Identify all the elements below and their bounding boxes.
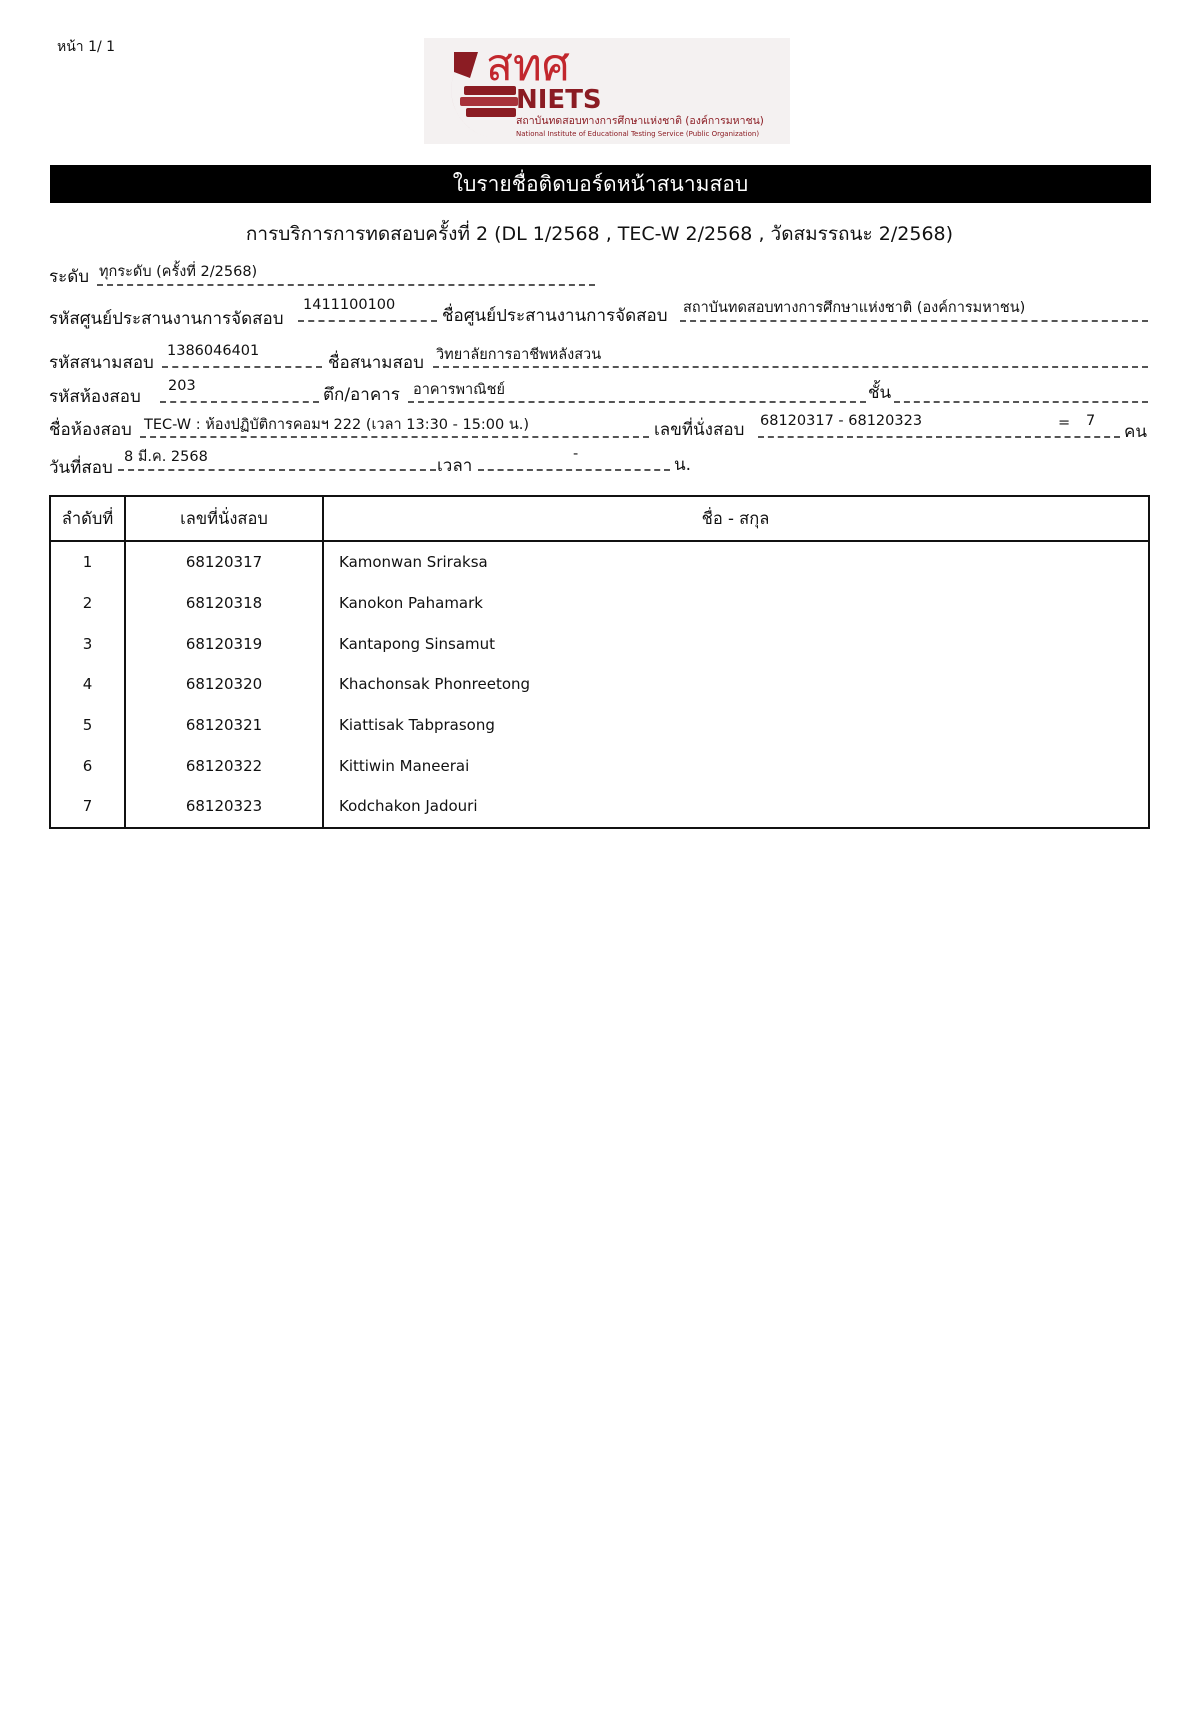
building-label: ตึก/อาคาร [323,385,400,405]
row-name: Kiattisak Tabprasong [323,705,1149,746]
floor-underline [894,401,1148,403]
candidate-table [49,495,1150,829]
time-underline [478,469,670,471]
niets-logo [424,38,790,144]
row-order: 5 [50,705,125,746]
header-full-name: ชื่อ - สกุล [323,496,1149,541]
date-value: 8 มี.ค. 2568 [124,449,208,465]
row-seat: 68120319 [125,623,323,664]
row-order: 6 [50,745,125,786]
row-seat: 68120320 [125,664,323,705]
level-underline [97,284,595,286]
building-value: อาคารพาณิชย์ [413,382,505,398]
room-name-label: ชื่อห้องสอบ [49,420,132,440]
room-name-value: TEC-W : ห้องปฏิบัติการคอมฯ 222 (เวลา 13:30 - 15:00 น.) [144,417,530,433]
date-label: วันที่สอบ [49,458,113,478]
site-code-label: รหัสสนามสอบ [49,353,154,373]
niets-logo-graphic [424,38,790,144]
row-seat: 68120322 [125,745,323,786]
center-code-value: 1411100100 [303,297,396,313]
row-order: 3 [50,623,125,664]
banner-title: ใบรายชื่อติดบอร์ดหน้าสนามสอบ [50,165,1151,203]
row-name: Kittiwin Maneerai [323,745,1149,786]
room-code-value: 203 [168,378,196,394]
count-unit: คน [1124,422,1147,442]
building-underline [408,401,866,403]
row-seat: 68120321 [125,705,323,746]
center-code-label: รหัสศูนย์ประสานงานการจัดสอบ [49,309,284,329]
table-row [50,583,1149,624]
table-row [50,705,1149,746]
header-seat-number: เลขที่นั่งสอบ [125,496,323,541]
row-name: Kodchakon Jadouri [323,786,1149,828]
row-order: 7 [50,786,125,828]
room-name-underline [140,436,649,438]
time-value: - [573,446,579,462]
time-unit: น. [674,455,692,475]
exam-subtitle: การบริการการทดสอบครั้งที่ 2 (DL 1/2568 , TEC-W 2/2568 , วัดสมรรถนะ 2/2568) [245,223,954,245]
center-name-underline [680,320,1148,322]
logo-english-abbr: NIETS [516,85,602,115]
center-name-value: สถาบันทดสอบทางการศึกษาแห่งชาติ (องค์การมหาชน) [683,300,1026,316]
row-seat: 68120318 [125,583,323,624]
seat-label: เลขที่นั่งสอบ [654,420,745,440]
center-name-label: ชื่อศูนย์ประสานงานการจัดสอบ [442,306,668,326]
row-order: 4 [50,664,125,705]
page-number: หน้า 1/ 1 [57,39,116,55]
table-row [50,786,1149,828]
room-code-underline [160,401,319,403]
site-name-value: วิทยาลัยการอาชีพหลังสวน [436,347,602,363]
site-name-underline [433,366,1148,368]
seat-range: 68120317 - 68120323 [760,413,923,429]
logo-thai-abbr: สทศ [486,40,570,91]
header-order: ลำดับที่ [50,496,125,541]
center-code-underline [298,320,437,322]
site-code-underline [162,366,322,368]
row-order: 1 [50,541,125,583]
table-row [50,664,1149,705]
row-name: Kamonwan Sriraksa [323,541,1149,583]
seat-count: 7 [1086,413,1096,429]
row-name: Kanokon Pahamark [323,583,1149,624]
date-underline [118,469,436,471]
table-row [50,541,1149,583]
table-header-row [50,496,1149,541]
row-seat: 68120317 [125,541,323,583]
row-name: Kantapong Sinsamut [323,623,1149,664]
table-row [50,623,1149,664]
logo-thai-name: สถาบันทดสอบทางการศึกษาแห่งชาติ (องค์การมหาชน) [516,115,764,127]
room-code-label: รหัสห้องสอบ [49,387,141,407]
logo-english-name: National Institute of Educational Testing Service (Public Organization) [516,130,760,138]
floor-label: ชั้น [868,383,892,403]
site-code-value: 1386046401 [167,343,260,359]
row-seat: 68120323 [125,786,323,828]
time-label: เวลา [437,456,473,476]
equals-sign: = [1058,415,1071,431]
level-value: ทุกระดับ (ครั้งที่ 2/2568) [99,264,258,280]
seat-range-underline [758,436,1120,438]
row-order: 2 [50,583,125,624]
table-row [50,745,1149,786]
row-name: Khachonsak Phonreetong [323,664,1149,705]
level-label: ระดับ [49,267,90,287]
site-name-label: ชื่อสนามสอบ [328,353,424,373]
